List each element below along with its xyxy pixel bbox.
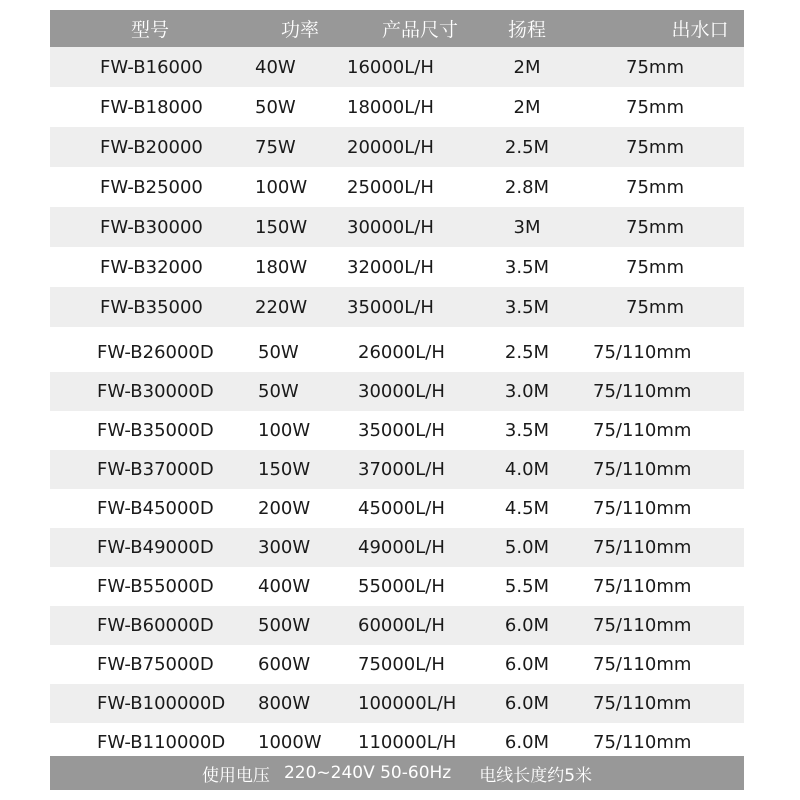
table-row — [50, 47, 744, 87]
cell-head: 4.0M — [504, 459, 550, 480]
cell-model: FW-B75000D — [97, 654, 214, 675]
cell-power: 100W — [255, 176, 308, 198]
cell-model: FW-B32000 — [100, 256, 203, 278]
cell-power: 75W — [255, 136, 296, 158]
cell-head: 5.0M — [504, 537, 550, 558]
table-row — [50, 606, 744, 645]
cell-model: FW-B30000 — [100, 216, 203, 238]
cell-power: 40W — [255, 56, 296, 78]
table-row — [50, 247, 744, 287]
cell-power: 800W — [258, 693, 311, 714]
cell-model: FW-B35000D — [97, 420, 214, 441]
cell-power: 180W — [255, 256, 308, 278]
table-row — [50, 127, 744, 167]
cell-outlet: 75/110mm — [593, 342, 692, 363]
cell-model: FW-B37000D — [97, 459, 214, 480]
cell-head: 4.5M — [504, 498, 550, 519]
cell-outlet: 75/110mm — [593, 420, 692, 441]
cell-model: FW-B55000D — [97, 576, 214, 597]
cell-outlet: 75/110mm — [593, 381, 692, 402]
cell-power: 500W — [258, 615, 311, 636]
cell-flow: 37000L/H — [358, 459, 445, 480]
cell-head: 3.5M — [504, 420, 550, 441]
table-row — [50, 87, 744, 127]
cell-flow: 26000L/H — [358, 342, 445, 363]
cell-head: 3.5M — [504, 296, 550, 318]
cell-model: FW-B35000 — [100, 296, 203, 318]
cell-model: FW-B100000D — [97, 693, 226, 714]
table-row — [50, 287, 744, 327]
table-row — [50, 411, 744, 450]
cell-outlet: 75mm — [626, 96, 684, 118]
table-row — [50, 528, 744, 567]
cell-power: 150W — [255, 216, 308, 238]
header-outlet: 出水口 — [671, 19, 729, 41]
cell-flow: 35000L/H — [358, 420, 445, 441]
cell-flow: 30000L/H — [347, 216, 434, 238]
cell-head: 2.5M — [504, 136, 550, 158]
cell-flow: 25000L/H — [347, 176, 434, 198]
cell-power: 100W — [258, 420, 311, 441]
cell-head: 6.0M — [504, 693, 550, 714]
cell-head: 6.0M — [504, 732, 550, 753]
cell-power: 300W — [258, 537, 311, 558]
table-row — [50, 207, 744, 247]
cell-outlet: 75/110mm — [593, 615, 692, 636]
cell-flow: 60000L/H — [358, 615, 445, 636]
cell-head: 5.5M — [504, 576, 550, 597]
voltage-label: 使用电压 — [201, 765, 270, 786]
footer-spec-bar — [50, 756, 744, 790]
cell-model: FW-B16000 — [100, 56, 203, 78]
cell-power: 50W — [255, 96, 296, 118]
cell-flow: 75000L/H — [358, 654, 445, 675]
cell-outlet: 75mm — [626, 216, 684, 238]
cell-power: 200W — [258, 498, 311, 519]
voltage-value: 220~240V 50-60Hz — [283, 763, 452, 783]
cell-flow: 45000L/H — [358, 498, 445, 519]
cell-flow: 49000L/H — [358, 537, 445, 558]
table-row — [50, 684, 744, 723]
header-flow: 产品尺寸 — [381, 19, 458, 41]
cell-flow: 55000L/H — [358, 576, 445, 597]
header-head: 扬程 — [507, 19, 546, 41]
cell-outlet: 75/110mm — [593, 693, 692, 714]
cell-outlet: 75mm — [626, 176, 684, 198]
cell-model: FW-B18000 — [100, 96, 203, 118]
table-row — [50, 645, 744, 684]
cell-outlet: 75/110mm — [593, 732, 692, 753]
cell-model: FW-B60000D — [97, 615, 214, 636]
cell-power: 150W — [258, 459, 311, 480]
table-row — [50, 450, 744, 489]
cell-outlet: 75/110mm — [593, 537, 692, 558]
cell-flow: 35000L/H — [347, 296, 434, 318]
cable-length: 电线长度约5米 — [479, 765, 593, 786]
cell-flow: 18000L/H — [347, 96, 434, 118]
cell-outlet: 75/110mm — [593, 576, 692, 597]
table-row — [50, 567, 744, 606]
cell-flow: 16000L/H — [347, 56, 434, 78]
cell-power: 50W — [258, 381, 299, 402]
cell-model: FW-B25000 — [100, 176, 203, 198]
table-group-1 — [50, 47, 744, 327]
table-row — [50, 333, 744, 372]
cell-head: 3.5M — [504, 256, 550, 278]
cell-power: 600W — [258, 654, 311, 675]
cell-outlet: 75mm — [626, 56, 684, 78]
cell-power: 220W — [255, 296, 308, 318]
cell-flow: 100000L/H — [358, 693, 457, 714]
table-group-2 — [50, 333, 744, 762]
cell-model: FW-B20000 — [100, 136, 203, 158]
cell-model: FW-B110000D — [97, 732, 226, 753]
cell-flow: 30000L/H — [358, 381, 445, 402]
cell-flow: 32000L/H — [347, 256, 434, 278]
cell-power: 400W — [258, 576, 311, 597]
cell-model: FW-B30000D — [97, 381, 214, 402]
cell-flow: 110000L/H — [358, 732, 457, 753]
header-power: 功率 — [280, 19, 319, 41]
cell-outlet: 75/110mm — [593, 498, 692, 519]
spec-table — [50, 10, 744, 762]
table-row — [50, 372, 744, 411]
cell-head: 3M — [513, 216, 541, 238]
cell-head: 6.0M — [504, 615, 550, 636]
cell-flow: 20000L/H — [347, 136, 434, 158]
table-header — [50, 10, 744, 47]
cell-head: 2.8M — [504, 176, 550, 198]
cell-outlet: 75/110mm — [593, 459, 692, 480]
cell-head: 2M — [513, 56, 541, 78]
cell-head: 6.0M — [504, 654, 550, 675]
cell-outlet: 75mm — [626, 256, 684, 278]
cell-model: FW-B26000D — [97, 342, 214, 363]
cell-model: FW-B49000D — [97, 537, 214, 558]
cell-outlet: 75/110mm — [593, 654, 692, 675]
cell-power: 1000W — [258, 732, 322, 753]
cell-power: 50W — [258, 342, 299, 363]
table-row — [50, 489, 744, 528]
cell-head: 2M — [513, 96, 541, 118]
cell-head: 2.5M — [504, 342, 550, 363]
table-row — [50, 167, 744, 207]
header-model: 型号 — [130, 19, 169, 41]
cell-model: FW-B45000D — [97, 498, 214, 519]
cell-outlet: 75mm — [626, 296, 684, 318]
cell-head: 3.0M — [504, 381, 550, 402]
cell-outlet: 75mm — [626, 136, 684, 158]
